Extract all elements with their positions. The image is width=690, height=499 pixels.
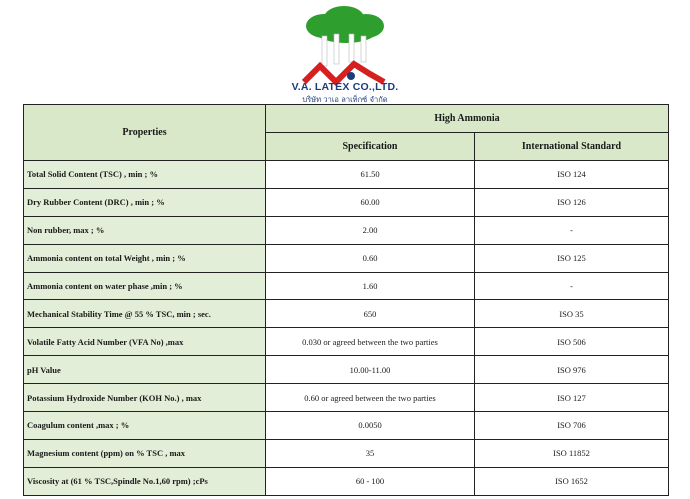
standard-cell: ISO 124: [475, 161, 669, 189]
specification-cell: 60.00: [266, 188, 475, 216]
property-cell: Non rubber, max ; %: [24, 216, 266, 244]
property-cell: Potassium Hydroxide Number (KOH No.) , max: [24, 384, 266, 412]
international-standard-header: International Standard: [475, 133, 669, 161]
table-row: [24, 467, 669, 495]
specification-cell: 0.030 or agreed between the two parties: [266, 328, 475, 356]
property-cell: Viscosity at (61 % TSC,Spindle No.1,60 rpm) ;cPs: [24, 467, 266, 495]
standard-cell: ISO 1652: [475, 467, 669, 495]
property-cell: pH Value: [24, 356, 266, 384]
properties-header: Properties: [24, 105, 266, 161]
standard-cell: -: [475, 216, 669, 244]
high-ammonia-header: High Ammonia: [266, 105, 669, 133]
table-row: [24, 216, 669, 244]
table-header-row: [24, 105, 669, 133]
table-row: [24, 328, 669, 356]
standard-cell: ISO 125: [475, 244, 669, 272]
table-row: [24, 272, 669, 300]
table-row: [24, 244, 669, 272]
specification-cell: 60 - 100: [266, 467, 475, 495]
table-row: [24, 439, 669, 467]
tree-house-logo-icon: [294, 4, 398, 86]
table-row: [24, 300, 669, 328]
specification-cell: 61.50: [266, 161, 475, 189]
specification-cell: 0.60: [266, 244, 475, 272]
standard-cell: ISO 35: [475, 300, 669, 328]
specification-cell: 0.0050: [266, 412, 475, 440]
standard-cell: ISO 976: [475, 356, 669, 384]
specification-cell: 1.60: [266, 272, 475, 300]
specification-cell: 650: [266, 300, 475, 328]
table-row: [24, 384, 669, 412]
standard-cell: ISO 706: [475, 412, 669, 440]
table-row: [24, 412, 669, 440]
standard-cell: ISO 506: [475, 328, 669, 356]
specification-cell: 35: [266, 439, 475, 467]
property-cell: Ammonia content on water phase ,min ; %: [24, 272, 266, 300]
specification-cell: 10.00-11.00: [266, 356, 475, 384]
standard-cell: ISO 127: [475, 384, 669, 412]
specification-cell: 0.60 or agreed between the two parties: [266, 384, 475, 412]
specification-header: Specification: [266, 133, 475, 161]
property-cell: Mechanical Stability Time @ 55 % TSC, min ; sec.: [24, 300, 266, 328]
company-name-thai: บริษัท วาเอ ลาเท็กซ์ จำกัด: [302, 95, 388, 104]
property-cell: Volatile Fatty Acid Number (VFA No) ,max: [24, 328, 266, 356]
property-cell: Dry Rubber Content (DRC) , min ; %: [24, 188, 266, 216]
table-row: [24, 161, 669, 189]
table-row: [24, 356, 669, 384]
property-cell: Total Solid Content (TSC) , min ; %: [24, 161, 266, 189]
property-cell: Magnesium content (ppm) on % TSC , max: [24, 439, 266, 467]
company-name: V.A. LATEX CO.,LTD.: [291, 81, 399, 93]
standard-cell: -: [475, 272, 669, 300]
property-cell: Coagulum content ,max ; %: [24, 412, 266, 440]
specification-table: [23, 104, 669, 496]
table-row: [24, 188, 669, 216]
specification-cell: 2.00: [266, 216, 475, 244]
standard-cell: ISO 126: [475, 188, 669, 216]
property-cell: Ammonia content on total Weight , min ; %: [24, 244, 266, 272]
standard-cell: ISO 11852: [475, 439, 669, 467]
